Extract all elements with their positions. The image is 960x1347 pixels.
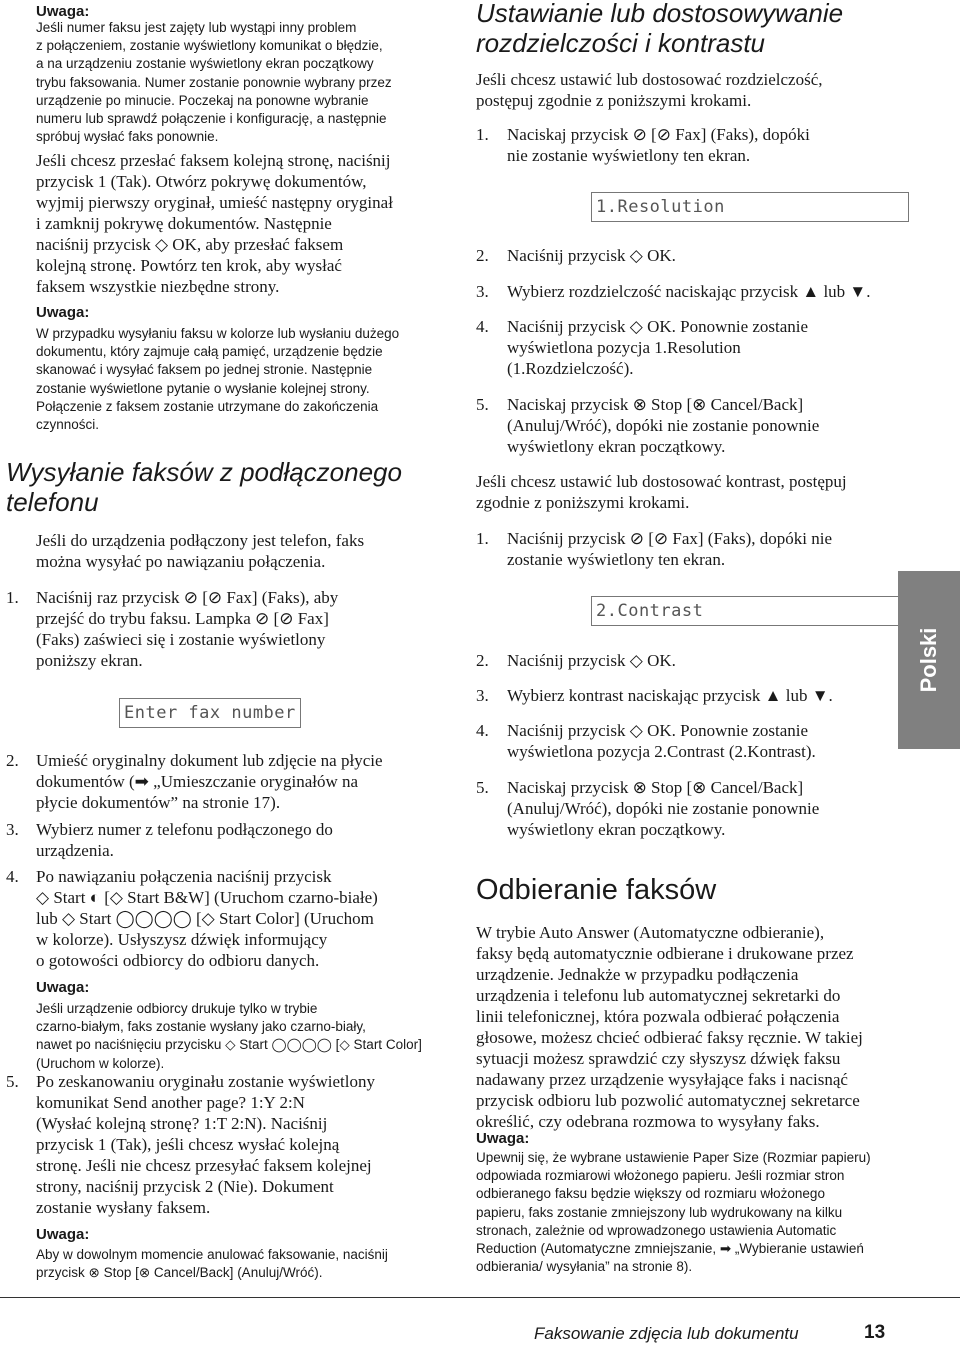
text-line: postępuj zgodnie z poniższymi krokami.	[476, 91, 752, 110]
step-number: 2.	[476, 246, 489, 265]
text-line: Naciśnij przycisk ⊘ [⊘ Fax] (Faks), dopóki nie	[507, 529, 832, 548]
text-line: odbieranego faksu będzie większy od rozmiaru włożonego	[476, 1186, 825, 1202]
text-line: Naciskaj przycisk ⊗ Stop [⊗ Cancel/Back]	[507, 778, 804, 797]
text-line: linii telefonicznej, która pozwala odbierać połączenia	[476, 1007, 840, 1026]
text-line: faksem wszystkie niezbędne strony.	[36, 277, 280, 296]
text-line: zostanie wysłany faksem.	[36, 1198, 211, 1217]
text-line: strony, naciśnij przycisk 2 (Nie). Dokument	[36, 1177, 334, 1196]
text-line: Połączenie z faksem zostanie utrzymane do zakończenia	[36, 398, 379, 414]
step-number: 4.	[6, 867, 19, 886]
text-line: przycisk ⊗ Stop [⊗ Cancel/Back] (Anuluj/Wróć).	[36, 1265, 323, 1281]
step-number: 2.	[6, 751, 19, 770]
step-text	[507, 124, 810, 166]
text-line: Po nawiązaniu połączenia naciśnij przycisk	[36, 867, 332, 886]
text-line: wyświetlona pozycja 2.Contrast (2.Kontrast).	[507, 742, 816, 761]
text-line: o gotowości odbiorcy do odbioru danych.	[36, 951, 320, 970]
paragraph	[476, 922, 863, 1132]
text-line: papieru, faks zostanie zmniejszony lub wydrukowany na kilku	[476, 1204, 843, 1220]
language-tab	[898, 571, 960, 749]
text-line: przycisk 1 (Tak), jeśli chcesz wysłać kolejną	[36, 1135, 340, 1154]
step-number: 5.	[476, 395, 489, 414]
page-number: 13	[864, 1322, 886, 1343]
text-line: nie zostanie wyświetlony ten ekran.	[507, 146, 751, 165]
text-line: odbierania/ wysyłania” na stronie 8).	[476, 1259, 693, 1275]
text-line: stronach, zależnie od wprowadzonego ustawienia Automatic	[476, 1222, 837, 1238]
text-line: trybu faksowania. Numer zostanie ponownie wybrany przez	[36, 74, 392, 90]
text-line: przejść do trybu faksu. Lampka ⊘ [⊘ Fax]	[36, 609, 329, 628]
text-line: Naciśnij przycisk ◇ OK.	[507, 246, 676, 265]
text-line: komunikat Send another page? 1:Y 2:N	[36, 1093, 305, 1112]
text-line: telefonu	[6, 487, 99, 517]
note-label: Uwaga:	[476, 1130, 530, 1147]
text-line: faksy będą automatycznie odbierane i drukowane przez	[476, 944, 854, 963]
text-line: Wybierz numer z telefonu podłączonego do	[36, 820, 333, 839]
step-number: 5.	[6, 1072, 19, 1091]
lcd-screen: 2.Contrast	[591, 596, 909, 626]
text-line: lub ◇ Start ◯◯◯◯ [◇ Start Color] (Uruchom	[36, 909, 374, 928]
text-line: W przypadku wysyłaniu faksu w kolorze lub wysłaniu dużego	[36, 326, 400, 341]
note-label: Uwaga:	[36, 3, 90, 20]
step-text	[36, 587, 338, 671]
step-text	[507, 528, 832, 570]
text-line: Naciśnij raz przycisk ⊘ [⊘ Fax] (Faks), aby	[36, 588, 339, 607]
text-line: Jeśli do urządzenia podłączony jest telefon, faks	[36, 531, 365, 550]
lcd-screen: 1.Resolution	[591, 192, 909, 222]
step-text	[507, 245, 676, 266]
text-line: urządzenia i telefonu lub automatycznej sekretarki do	[476, 986, 841, 1005]
text-line: Naciśnij przycisk ◇ OK. Ponownie zostanie	[507, 721, 809, 740]
section-heading	[6, 457, 402, 517]
text-line: można wysyłać po nawiązaniu połączenia.	[36, 552, 326, 571]
text-line: odpowiada rozmiarowi włożonego papieru. Jeśli rozmiar stron	[476, 1168, 845, 1184]
text-line: Reduction (Automatyczne zmniejszanie, ➡ „Wybieranie ustawień	[476, 1241, 864, 1257]
text-line: spróbuj wysłać faks ponownie.	[36, 129, 219, 145]
paragraph	[36, 150, 393, 297]
text-line: z połączeniem, zostanie wyświetlony komunikat o błędzie,	[36, 38, 383, 54]
text-line: skanować i wysyłać faksem po jednej stronie. Następnie	[36, 362, 373, 378]
text-line: Wybierz kontrast naciskając przycisk ▲ lub ▼.	[507, 686, 833, 705]
text-line: Upewnij się, że wybrane ustawienie Paper Size (Rozmiar papieru)	[476, 1150, 871, 1165]
text-line: zostanie wyświetlone pytanie o wysłanie kolejnej strony.	[36, 380, 370, 396]
text-line: wyświetlony ekran początkowy.	[507, 437, 726, 456]
text-line: numeru lub sprawdź połączenie i konfigurację, a następnie	[36, 111, 387, 127]
text-line: przycisk odbioru lub pozwolić automatycznej sekretarce	[476, 1091, 860, 1110]
text-line: W trybie Auto Answer (Automatyczne odbieranie),	[476, 923, 825, 942]
text-line: nadawany przez urządzenie wysyłające faks i nacisnąć	[476, 1070, 848, 1089]
text-line: w kolorze). Usłyszysz dźwięk informujący	[36, 930, 328, 949]
note-text	[36, 1000, 422, 1073]
text-line: Aby w dowolnym momencie anulować faksowanie, naciśnij	[36, 1247, 388, 1262]
text-line: wyświetlony ekran początkowy.	[507, 820, 726, 839]
text-line: Jeśli chcesz ustawić lub dostosować rozdzielczość,	[476, 70, 823, 89]
language-tab-label: Polski	[916, 627, 941, 693]
text-line: (Faks) zaświeci się i zostanie wyświetlony	[36, 630, 326, 649]
step-number: 4.	[476, 721, 489, 740]
step-text	[507, 720, 816, 762]
lcd-screen: Enter fax number	[119, 698, 301, 728]
footer-title: Faksowanie zdjęcia lub dokumentu	[534, 1324, 799, 1343]
text-line: i zamknij pokrywę dokumentów. Następnie	[36, 214, 332, 233]
text-line: poniższy ekran.	[36, 651, 143, 670]
section-heading: Odbieranie faksów	[476, 874, 717, 906]
text-line: Ustawianie lub dostosowywanie	[476, 0, 844, 28]
step-text	[36, 819, 333, 861]
note-text	[36, 19, 392, 146]
step-text	[507, 394, 819, 457]
text-line: sytuacji możesz sprawdzić czy słyszysz dźwięk faksu	[476, 1049, 841, 1068]
text-line: czarno-białym, faks zostanie wysłany jako czarno-biały,	[36, 1019, 366, 1035]
text-line: Wybierz rozdzielczość naciskając przycisk ▲ lub ▼.	[507, 282, 871, 301]
text-line: urządzenia.	[36, 841, 114, 860]
text-line: Naciśnij przycisk ◇ OK.	[507, 651, 676, 670]
step-number: 1.	[6, 588, 19, 607]
text-line: Wysyłanie faksów z podłączonego	[6, 457, 402, 487]
text-line: Jeśli numer faksu jest zajęty lub wystąpi inny problem	[36, 20, 357, 35]
text-line: Umieść oryginalny dokument lub zdjęcie na płycie	[36, 751, 383, 770]
text-line: urządzenie po minucie. Poczekaj na ponowne wybranie	[36, 92, 369, 108]
text-line: Jeśli chcesz przesłać faksem kolejną stronę, naciśnij	[36, 151, 391, 170]
text-line: zgodnie z poniższymi krokami.	[476, 493, 690, 512]
text-line: naciśnij przycisk ◇ OK, aby przesłać faksem	[36, 235, 344, 254]
step-number: 4.	[476, 317, 489, 336]
text-line: wyświetlona pozycja 1.Resolution	[507, 338, 741, 357]
step-text	[507, 650, 676, 671]
step-text	[36, 1071, 375, 1218]
text-line: zostanie wyświetlony ten ekran.	[507, 550, 726, 569]
step-number: 1.	[476, 529, 489, 548]
text-line: rozdzielczości i kontrastu	[476, 28, 765, 58]
text-line: (1.Rozdzielczość).	[507, 359, 634, 378]
text-line: nawet po naciśnięciu przycisku ◇ Start ◯◯◯◯ [◇ Start Color]	[36, 1037, 422, 1053]
text-line: (Anuluj/Wróć), dopóki nie zostanie ponownie	[507, 799, 820, 818]
text-line: stronę. Jeśli nie chcesz przesyłać faksem kolejnej	[36, 1156, 372, 1175]
step-number: 1.	[476, 125, 489, 144]
note-label: Uwaga:	[36, 1226, 90, 1243]
note-label: Uwaga:	[36, 979, 90, 996]
text-line: określić, czy odebrana rozmowa to wysyłany faks.	[476, 1112, 820, 1131]
step-number: 3.	[476, 686, 489, 705]
step-text	[507, 281, 871, 302]
text-line: (Anuluj/Wróć), dopóki nie zostanie ponownie	[507, 416, 820, 435]
text-line: Naciskaj przycisk ⊗ Stop [⊗ Cancel/Back]	[507, 395, 804, 414]
text-line: (Uruchom w kolorze).	[36, 1055, 165, 1071]
text-line: Jeśli chcesz ustawić lub dostosować kontrast, postępuj	[476, 472, 847, 491]
step-number: 3.	[6, 820, 19, 839]
text-line: kolejną stronę. Powtórz ten krok, aby wysłać	[36, 256, 342, 275]
text-line: płycie dokumentów” na stronie 17).	[36, 793, 281, 812]
paragraph	[476, 69, 823, 111]
note-text	[36, 1246, 388, 1282]
footer-divider	[0, 1297, 960, 1298]
step-text	[36, 866, 378, 971]
text-line: urządzenie. Jednakże w przypadku podłączenia	[476, 965, 799, 984]
step-text	[36, 750, 383, 813]
text-line: głosowe, możesz chcieć odbierać faksy ręcznie. W takiej	[476, 1028, 863, 1047]
step-text	[507, 316, 808, 379]
step-text	[507, 777, 819, 840]
text-line: dokumentów (➡ „Umieszczanie oryginałów na	[36, 772, 359, 791]
text-line: Jeśli urządzenie odbiorcy drukuje tylko w trybie	[36, 1001, 318, 1016]
section-heading	[476, 0, 843, 58]
text-line: a na urządzeniu zostanie wyświetlony ekran początkowy	[36, 56, 374, 72]
step-number: 2.	[476, 651, 489, 670]
text-line: dokumentu, który zajmuje całą pamięć, urządzenie będzie	[36, 344, 383, 360]
paragraph	[36, 530, 364, 572]
text-line: wyjmij pierwszy oryginał, umieść następny oryginał	[36, 193, 393, 212]
text-line: przycisk 1 (Tak). Otwórz pokrywę dokumentów,	[36, 172, 367, 191]
text-line: Naciskaj przycisk ⊘ [⊘ Fax] (Faks), dopóki	[507, 125, 810, 144]
text-line: (Wysłać kolejną stronę? 1:T 2:N). Naciśnij	[36, 1114, 328, 1133]
text-line: czynności.	[36, 417, 100, 433]
text-line: Po zeskanowaniu oryginału zostanie wyświetlony	[36, 1072, 375, 1091]
step-number: 5.	[476, 778, 489, 797]
text-line: Naciśnij przycisk ◇ OK. Ponownie zostanie	[507, 317, 809, 336]
note-text	[476, 1149, 871, 1276]
step-text	[507, 685, 833, 706]
paragraph	[476, 471, 847, 513]
step-number: 3.	[476, 282, 489, 301]
text-line: ◇ Start ◐ [◇ Start B&W] (Uruchom czarno-białe)	[36, 888, 378, 907]
note-text	[36, 325, 399, 434]
note-label: Uwaga:	[36, 304, 90, 321]
